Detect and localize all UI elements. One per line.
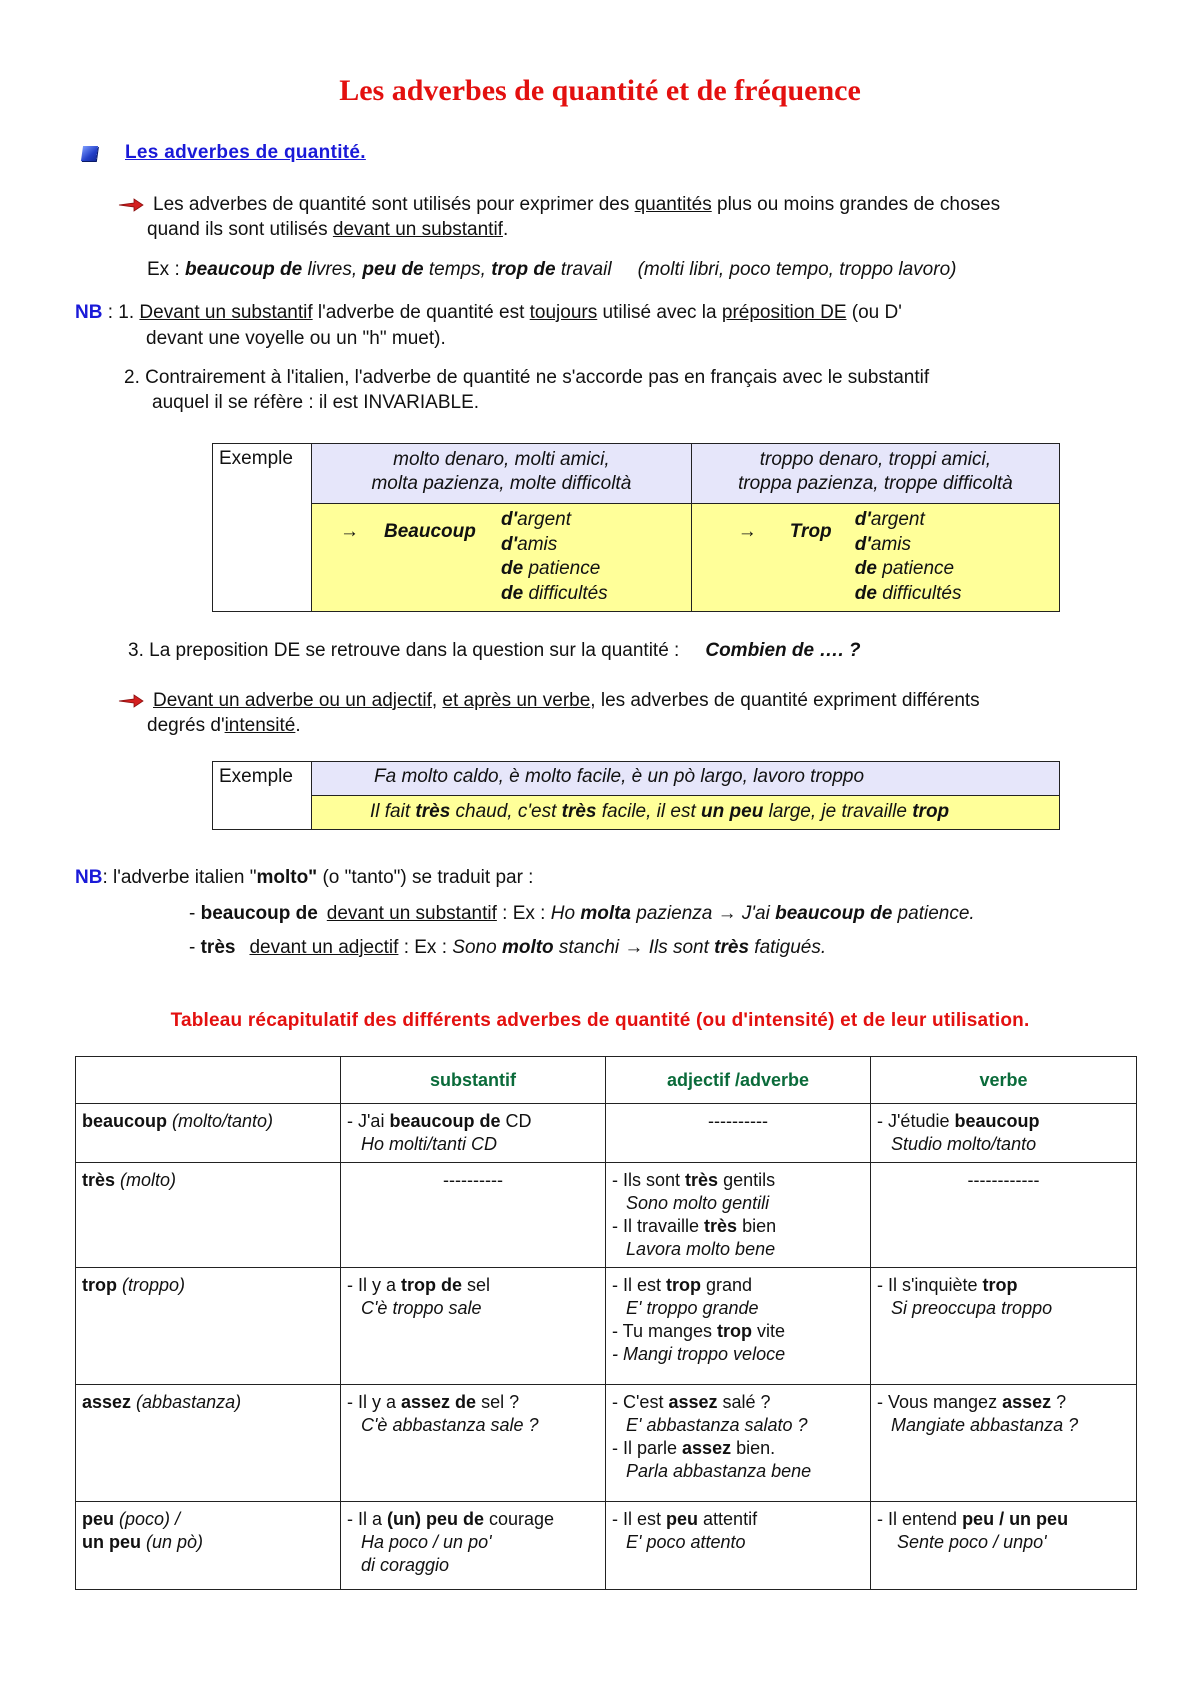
bold-word: très: [704, 1216, 738, 1236]
header-verbe: verbe: [871, 1057, 1137, 1104]
noun: difficultés: [876, 582, 962, 604]
text: - C'est: [612, 1392, 669, 1412]
bold-word: beaucoup: [954, 1111, 1040, 1131]
underlined-text: quantités: [634, 194, 712, 215]
text: - J'étudie: [877, 1111, 955, 1131]
nb-label: NB: [75, 867, 103, 888]
adverb: trop: [82, 1275, 117, 1295]
text: salé ?: [717, 1392, 771, 1412]
nb-1-line-1: [75, 300, 902, 325]
text: -: [189, 937, 201, 958]
bold-word: trop: [717, 1321, 753, 1341]
example-label-cell: [213, 762, 312, 830]
text: Il fait: [370, 801, 416, 822]
italian: Ho molti/tanti CD: [361, 1134, 498, 1154]
paragraph-3: [128, 638, 861, 663]
nb-molto-line: [75, 865, 533, 890]
text: temps,: [423, 259, 492, 280]
bold-word: assez de: [401, 1392, 477, 1412]
section-heading: [82, 142, 366, 164]
text: - Il travaille: [612, 1216, 705, 1236]
bold-word: assez: [1002, 1392, 1052, 1412]
italian: E' poco attento: [626, 1532, 746, 1552]
italian: (poco) /: [114, 1509, 181, 1529]
bold-word: peu de: [362, 259, 424, 280]
bold-word: trop de: [491, 259, 556, 280]
example-label: Exemple: [219, 766, 293, 787]
text: - Il y a: [347, 1275, 402, 1295]
text: - Tu manges: [612, 1321, 718, 1341]
text: degrés d': [147, 715, 225, 736]
bold-word: très: [415, 801, 451, 822]
beaucoup-example-cell: [312, 504, 692, 612]
bold-word: trop: [982, 1275, 1018, 1295]
bold-word: peu / un peu: [962, 1509, 1069, 1529]
table-row: [76, 1163, 1137, 1268]
arrow-icon: →: [340, 521, 359, 543]
text: - Il est: [612, 1275, 667, 1295]
bold-word: molta: [580, 903, 631, 924]
recap-table: [75, 1056, 1137, 1590]
red-arrow-bullet-icon: [118, 198, 144, 212]
italian-sentence: Fa molto caldo, è molto facile, è un pò largo, lavoro troppo: [374, 766, 865, 787]
italian: Parla abbastanza bene: [626, 1461, 812, 1481]
text: - Il est: [612, 1509, 667, 1529]
text: bien.: [731, 1438, 776, 1458]
bold-word: très: [561, 801, 597, 822]
bold-prep: de: [501, 558, 524, 579]
nb-label: NB: [75, 302, 103, 323]
underlined-text: et après un verbe: [442, 690, 591, 711]
bold-word: peu: [666, 1509, 699, 1529]
italian: - Mangi troppo veloce: [612, 1344, 786, 1364]
italian-line: molto denaro, molti amici,: [393, 449, 610, 470]
text: 3. La preposition DE se retrouve dans la question sur la quantité :: [128, 640, 680, 661]
italian: Ha poco / un po': [361, 1532, 492, 1552]
blue-square-bullet-icon: [81, 146, 98, 161]
text: - Il parle: [612, 1438, 683, 1458]
cell-trop-verbe: [871, 1268, 1137, 1385]
text: : l'adverbe italien ": [102, 867, 257, 888]
italian: (troppo): [117, 1275, 186, 1295]
cell-tres-adjectif: [606, 1163, 871, 1268]
text: - Il s'inquiète: [877, 1275, 983, 1295]
underlined-text: devant un adjectif: [249, 937, 399, 958]
table-row: [76, 1385, 1137, 1502]
bold-word: beaucoup de: [185, 259, 303, 280]
bold-prep: d': [501, 533, 518, 555]
text: courage: [484, 1509, 555, 1529]
bold-word: beaucoup de: [200, 903, 318, 924]
adverb-word: Trop: [789, 521, 832, 543]
header-substantif: substantif: [341, 1057, 606, 1104]
noun: difficultés: [523, 582, 608, 604]
cell-peu-adjectif: [606, 1502, 871, 1590]
cell-peu-verbe: [871, 1502, 1137, 1590]
text: CD: [500, 1111, 532, 1131]
italian: E' abbastanza salato ?: [626, 1415, 808, 1435]
nb-2-line-2: auquel il se réfère : il est INVARIABLE.: [152, 392, 480, 413]
italian: C'è abbastanza sale ?: [361, 1415, 539, 1435]
example-label: Exemple: [219, 448, 293, 469]
example-label-cell: [213, 444, 312, 612]
adverb: beaucoup: [82, 1111, 168, 1131]
cell-peu-substantif: [341, 1502, 606, 1590]
bold-word: (un) peu de: [387, 1509, 485, 1529]
text: bien: [737, 1216, 777, 1236]
bold-word: très: [714, 937, 750, 958]
italian: (molto): [115, 1170, 177, 1190]
text: quand ils sont utilisés: [147, 219, 333, 240]
bold-prep: d': [501, 509, 518, 530]
row-label-assez: [76, 1385, 341, 1502]
arrow-icon: →: [737, 521, 757, 543]
paragraph-4-line-2: [147, 713, 301, 738]
table-row: [76, 1104, 1137, 1163]
dash-placeholder: ----------: [443, 1170, 503, 1190]
cell-beaucoup-adjectif: [606, 1104, 871, 1163]
table-row: [76, 1502, 1137, 1590]
underlined-text: devant un substantif: [326, 903, 497, 924]
text: ?: [1051, 1392, 1067, 1412]
cell-tres-verbe: [871, 1163, 1137, 1268]
row-label-peu: [76, 1502, 341, 1590]
cell-beaucoup-verbe: [871, 1104, 1137, 1163]
text: ,: [431, 690, 443, 711]
italian-molto-cell: [312, 444, 692, 504]
bold-word: trop: [666, 1275, 702, 1295]
bold-prep: de: [854, 558, 877, 579]
underlined-text: Devant un adverbe ou un adjectif: [153, 690, 432, 711]
text: (ou D': [846, 302, 902, 323]
noun: patience: [523, 558, 601, 579]
text: large, je travaille: [763, 801, 913, 822]
text: : 1.: [102, 302, 140, 323]
underlined-text: intensité: [224, 715, 296, 736]
text: plus ou moins grandes de choses: [711, 194, 1001, 215]
example-table-1: [212, 443, 1060, 612]
trop-example-cell: [691, 504, 1059, 612]
italian: (abbastanza): [131, 1392, 242, 1412]
example-table-2: [212, 761, 1060, 830]
text: stanchi → Ils sont: [553, 937, 715, 958]
row-label-beaucoup: [76, 1104, 341, 1163]
text: - Ils sont: [612, 1170, 686, 1190]
bold-word: assez: [668, 1392, 718, 1412]
italian: Lavora molto bene: [626, 1239, 776, 1259]
bold-word: assez: [682, 1438, 732, 1458]
adverb: peu: [82, 1509, 115, 1529]
text: travail: [555, 259, 612, 280]
paragraph-4-line-1: [153, 688, 980, 713]
cell-assez-verbe: [871, 1385, 1137, 1502]
text: : Ex :: [398, 937, 453, 958]
text: Ho: [550, 903, 581, 924]
text: - Vous mangez: [877, 1392, 1003, 1412]
text: sel: [462, 1275, 491, 1295]
bold-word: beaucoup de: [389, 1111, 501, 1131]
underlined-text: devant un substantif: [332, 219, 503, 240]
italian: (un pò): [141, 1532, 204, 1552]
text: patience.: [892, 903, 975, 924]
text: - Il y a: [347, 1392, 402, 1412]
noun: argent: [517, 509, 571, 530]
text: - Il a: [347, 1509, 388, 1529]
dash-placeholder: ------------: [967, 1170, 1040, 1190]
nb-2-line-1: 2. Contrairement à l'italien, l'adverbe de quantité ne s'accorde pas en français avec le substantif: [124, 367, 930, 388]
red-arrow-bullet-icon: [118, 694, 144, 708]
underlined-text: Devant un substantif: [139, 302, 313, 323]
cell-trop-substantif: [341, 1268, 606, 1385]
text: : Ex :: [496, 903, 551, 924]
italian: (molto/tanto): [167, 1111, 274, 1131]
nb-molto-tres-line: [189, 935, 826, 960]
italian: C'è troppo sale: [361, 1298, 482, 1318]
text: gentils: [718, 1170, 776, 1190]
text: livres,: [302, 259, 363, 280]
noun: amis: [870, 533, 912, 555]
bold-word: un peu: [701, 801, 764, 822]
italian: di coraggio: [361, 1555, 450, 1575]
cell-assez-adjectif: [606, 1385, 871, 1502]
cell-beaucoup-substantif: [341, 1104, 606, 1163]
french-example-cell: [312, 796, 1060, 830]
italian: Studio molto/tanto: [891, 1134, 1037, 1154]
text: vite: [752, 1321, 786, 1341]
bold-word: trop: [912, 801, 950, 822]
dash-placeholder: ----------: [708, 1111, 768, 1131]
italian-line: troppo denaro, troppi amici,: [759, 449, 992, 470]
bold-prep: de: [501, 582, 524, 604]
bold-word: molto": [256, 867, 318, 888]
noun: patience: [876, 558, 955, 579]
italian-translation: (molti libri, poco tempo, troppo lavoro): [637, 259, 957, 280]
page-title: Les adverbes de quantité et de fréquence: [339, 74, 861, 107]
adverb-word: Beaucoup: [384, 521, 476, 543]
text: .: [502, 219, 509, 240]
bold-word: trop de: [401, 1275, 463, 1295]
text: - Il entend: [877, 1509, 963, 1529]
text: .: [295, 715, 301, 736]
text: -: [189, 903, 201, 924]
adverb: assez: [82, 1392, 132, 1412]
bold-word: très: [200, 937, 236, 958]
adverb: très: [82, 1170, 116, 1190]
italian-line: molta pazienza, molte difficoltà: [371, 473, 632, 494]
table-row: [76, 1268, 1137, 1385]
text: l'adverbe de quantité est: [312, 302, 530, 323]
bold-prep: d': [854, 533, 871, 555]
nb-molto-beaucoup-line: [189, 901, 975, 926]
text: grand: [701, 1275, 753, 1295]
noun: amis: [517, 533, 558, 555]
bold-word: beaucoup de: [775, 903, 893, 924]
noun: argent: [870, 509, 925, 530]
italian-example-cell: [312, 762, 1060, 796]
paragraph-1-line-1: [153, 192, 1000, 217]
italian-line: troppa pazienza, troppe difficoltà: [738, 473, 1013, 494]
text: attentif: [698, 1509, 758, 1529]
italian: E' troppo grande: [626, 1298, 759, 1318]
text: sel ?: [476, 1392, 520, 1412]
text: Sono: [452, 937, 502, 958]
underlined-text: préposition DE: [721, 302, 847, 323]
text: Les adverbes de quantité sont utilisés pour exprimer des: [153, 194, 635, 215]
recap-header-row: [76, 1057, 1137, 1104]
question-phrase: Combien de …. ?: [705, 640, 861, 661]
example-line: [147, 257, 956, 282]
underlined-text: toujours: [529, 302, 598, 323]
bold-prep: d': [854, 509, 871, 530]
bold-prep: de: [854, 582, 877, 604]
row-label-tres: [76, 1163, 341, 1268]
text: chaud, c'est: [450, 801, 562, 822]
cell-assez-substantif: [341, 1385, 606, 1502]
italian: Sente poco / unpo': [897, 1532, 1047, 1552]
italian: Si preoccupa troppo: [891, 1298, 1053, 1318]
text: pazienza → J'ai: [631, 903, 776, 924]
section-title: Les adverbes de quantité.: [125, 142, 366, 163]
header-adjectif-adverbe: adjectif /adverbe: [606, 1057, 871, 1104]
bold-word: molto: [501, 937, 554, 958]
recap-table-title: Tableau récapitulatif des différents adverbes de quantité (ou d'intensité) et de leur utilisation.: [170, 1010, 1030, 1031]
adverb: un peu: [82, 1532, 141, 1552]
text: - J'ai: [347, 1111, 390, 1131]
paragraph-1-line-2: [147, 217, 508, 242]
row-label-trop: [76, 1268, 341, 1385]
empty-header-cell: [76, 1057, 341, 1104]
example-label: Ex :: [147, 259, 186, 280]
bold-word: très: [685, 1170, 719, 1190]
nb-1-line-2: devant une voyelle ou un "h" muet).: [146, 328, 446, 349]
italian-troppo-cell: [691, 444, 1059, 504]
text: facile, il est: [596, 801, 702, 822]
text: fatigués.: [749, 937, 827, 958]
text: , les adverbes de quantité expriment différents: [590, 690, 980, 711]
italian: Mangiate abbastanza ?: [891, 1415, 1079, 1435]
italian: Sono molto gentili: [626, 1193, 770, 1213]
text: (o "tanto") se traduit par :: [317, 867, 534, 888]
cell-trop-adjectif: [606, 1268, 871, 1385]
text: utilisé avec la: [597, 302, 722, 323]
cell-tres-substantif: [341, 1163, 606, 1268]
